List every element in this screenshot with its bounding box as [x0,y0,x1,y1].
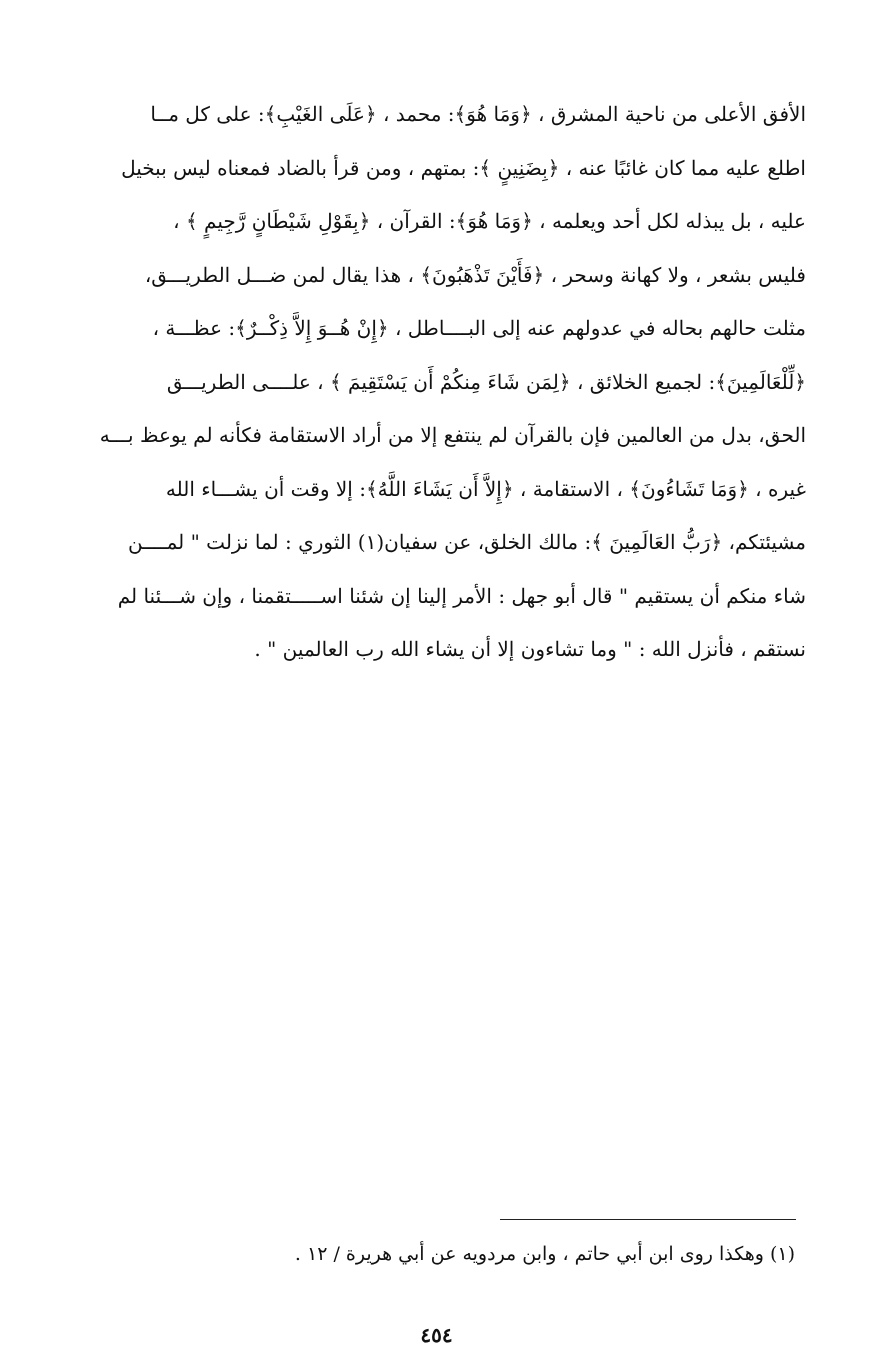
page-number: ٤٥٤ [420,1323,453,1347]
text-line-10: شاء منكم أن يستقيم " قال أبو جهل : الأمر إلينا إن شئنا اســـــتقمنا ، وإن شـــئنا لم [117,583,806,608]
footnote-divider [500,1219,796,1220]
text-line-5: مثلت حالهم بحاله في عدولهم عنه إلى البــــاطل ، ﴿إِنْ هُــوَ إِلاَّ ذِكْــرٌ﴾: عظـــة ، [152,316,806,340]
body-text [66,88,806,677]
text-line-4: فليس بشعر ، ولا كهانة وسحر ، ﴿فَأَيْنَ تَذْهَبُونَ﴾ ، هذا يقال لمن ضـــل الطريـــق، [144,262,806,287]
text-line-2: اطلع عليه مما كان غائبًا عنه ، ﴿بِضَنِينٍ ﴾: بمتهم ، ومن قرأ بالضاد فمعناه ليس ببخيل [121,155,806,180]
text-line-9: مشيئتكم، ﴿رَبُّ العَالَمِينَ ﴾: مالك الخلق، عن سفيان(١) الثوري : لما نزلت " لمــــن [127,530,806,554]
text-line-3: عليه ، بل يبذله لكل أحد ويعلمه ، ﴿وَمَا هُوَ﴾: القرآن ، ﴿بِقَوْلِ شَيْطَانٍ رَّجِيمٍ ﴾ ، [173,209,806,233]
text-line-6: ﴿لِّلْعَالَمِينَ﴾: لجميع الخلائق ، ﴿لِمَن شَاءَ مِنكُمْ أَن يَسْتَقِيمَ ﴾ ، علــــى الطريـــق [166,369,806,394]
footnote: (١) وهكذا روى ابن أبي حاتم ، وابن مردويه عن أبي هريرة / ١٢ . [294,1243,795,1265]
text-line-8: غيره ، ﴿وَمَا تَشَاءُونَ﴾ ، الاستقامة ، ﴿إِلاَّ أَن يَشَاءَ اللَّهُ﴾: إلا وقت أن يشـــاء الله [165,476,806,501]
text-line-11: نستقم ، فأنزل الله : " وما تشاءون إلا أن يشاء الله رب العالمين " . [254,637,806,661]
text-line-1: الأفق الأعلى من ناحية المشرق ، ﴿وَمَا هُوَ﴾: محمد ، ﴿عَلَى الغَيْبِ﴾: على كل مــا [150,102,806,126]
text-line-7: الحق، بدل من العالمين فإن بالقرآن لم ينتفع إلا من أراد الاستقامة فكأنه لم يوعظ بـــه [99,423,806,447]
